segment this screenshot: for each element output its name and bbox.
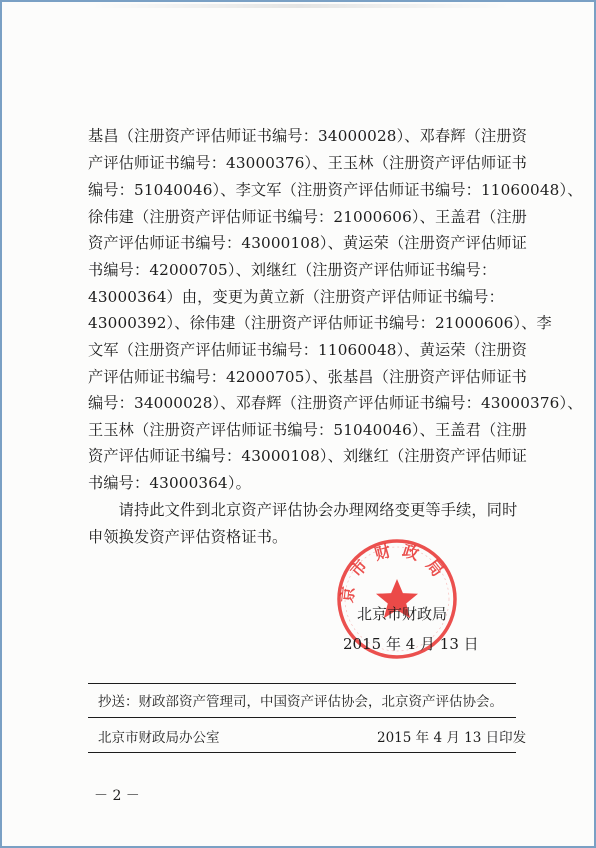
print-date: 2015 年 4 月 13 日印发 [377, 730, 527, 746]
body-text-line: 资产评估师证书编号：43000108）、黄运荣（注册资产评估师证 [88, 234, 528, 252]
body-text-line: 43000392）、徐伟建（注册资产评估师证书编号：21000606）、李 [88, 314, 552, 332]
issuing-office: 北京市财政局办公室 [98, 730, 220, 746]
body-text-line: 编号：34000028）、邓春辉（注册资产评估师证书编号：43000376）、 [88, 394, 583, 412]
footer-bottom-rule [88, 752, 516, 753]
body-text-line: 资产评估师证书编号：43000108）、刘继红（注册资产评估师证 [88, 447, 528, 465]
body-text-line: 文军（注册资产评估师证书编号：11060048）、黄运荣（注册资 [88, 341, 528, 359]
seal-text: 京 市 财 政 局 [337, 540, 449, 604]
page-number: － 2 － [94, 788, 140, 804]
scan-bleed-artifact [90, 4, 510, 8]
closing-text-line: 请持此文件到北京资产评估协会办理网络变更等手续，同时 [88, 501, 518, 519]
body-text-line: 书编号：43000364）。 [88, 474, 251, 492]
signature-date: 2015 年 4 月 13 日 [343, 635, 479, 653]
closing-text-line: 申领换发资产评估资格证书。 [88, 528, 288, 546]
body-text-line: 43000364）由，变更为黄立新（注册资产评估师证书编号： [88, 288, 504, 306]
cc-line: 抄送：财政部资产管理司，中国资产评估协会，北京资产评估协会。 [98, 694, 503, 710]
footer-top-rule [88, 683, 516, 684]
body-text-line: 王玉林（注册资产评估师证书编号：51040046）、王盖君（注册 [88, 421, 528, 439]
body-text-line: 编号：51040046）、李文军（注册资产评估师证书编号：11060048）、 [88, 181, 583, 199]
body-text-line: 书编号：42000705）、刘继红（注册资产评估师证书编号： [88, 261, 497, 279]
footer-middle-rule [88, 717, 516, 718]
body-text-line: 产评估师证书编号：43000376）、王玉林（注册资产评估师证书 [88, 154, 528, 172]
body-text-line: 徐伟建（注册资产评估师证书编号：21000606）、王盖君（注册 [88, 208, 528, 226]
signature-organization: 北京市财政局 [357, 605, 448, 623]
body-text-line: 基昌（注册资产评估师证书编号：34000028）、邓春辉（注册资 [88, 127, 528, 145]
body-text-line: 产评估师证书编号：42000705）、张基昌（注册资产评估师证书 [88, 368, 528, 386]
